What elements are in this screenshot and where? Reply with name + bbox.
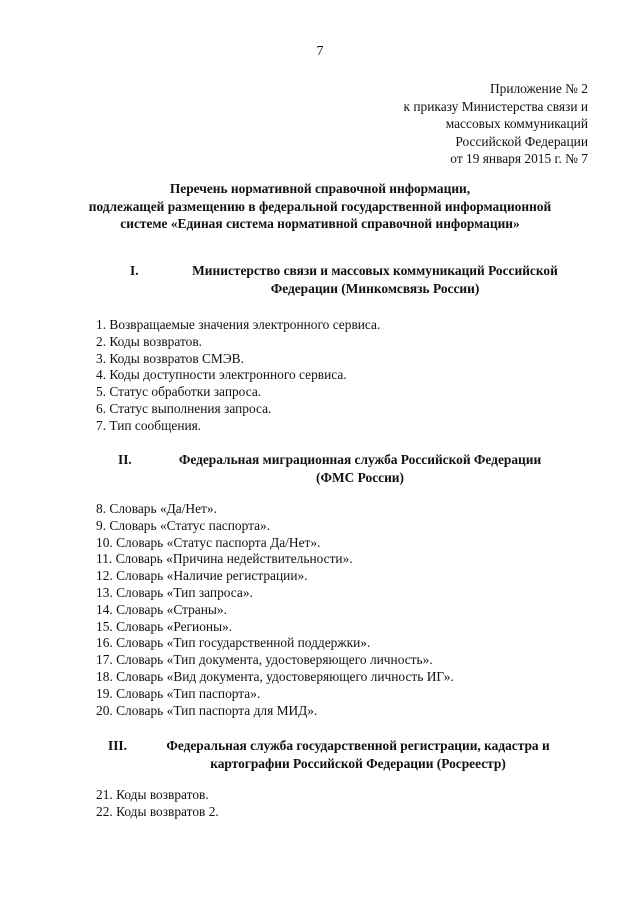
list-item: 7. Тип сообщения. [96, 417, 202, 433]
section-heading [0, 451, 640, 486]
appendix-line: массовых коммуникаций [445, 116, 588, 131]
section-number: II. [118, 452, 132, 467]
list-item: 10. Словарь «Статус паспорта Да/Нет». [96, 534, 321, 550]
item-list [96, 501, 454, 719]
appendix-reference [328, 80, 588, 168]
section-heading [0, 262, 640, 297]
list-item: 22. Коды возвратов 2. [96, 803, 219, 819]
section-number: I. [130, 263, 139, 278]
list-item: 16. Словарь «Тип государственной поддержки». [96, 635, 371, 651]
list-item: 14. Словарь «Страны». [96, 601, 227, 617]
list-item: 9. Словарь «Статус паспорта». [96, 517, 271, 533]
section-title [150, 451, 570, 486]
list-item: 2. Коды возвратов. [96, 333, 202, 349]
list-item: 1. Возвращаемые значения электронного сервиса. [96, 317, 381, 332]
section-fms [0, 451, 640, 718]
title-line: системе «Единая система нормативной справочной информации» [120, 216, 520, 231]
appendix-line: от 19 января 2015 г. № 7 [450, 151, 588, 166]
section-title [138, 737, 578, 772]
list-item: 13. Словарь «Тип запроса». [96, 584, 253, 600]
list-item: 12. Словарь «Наличие регистрации». [96, 568, 308, 584]
list-item: 8. Словарь «Да/Нет». [96, 501, 217, 516]
title-line: подлежащей размещению в федеральной государственной информационной [88, 198, 552, 214]
appendix-line: к приказу Министерства связи и [403, 98, 588, 114]
item-list [96, 317, 380, 435]
section-title-line: картографии Российской Федерации (Росреестр) [210, 755, 506, 771]
title-line: Перечень нормативной справочной информации, [169, 181, 471, 196]
section-rosreestr [0, 737, 640, 819]
section-title-line: Федеральная миграционная служба Российской Федерации [178, 452, 542, 467]
list-item: 3. Коды возвратов СМЭВ. [96, 350, 244, 366]
list-item: 20. Словарь «Тип паспорта для МИД». [96, 702, 318, 718]
list-item: 21. Коды возвратов. [96, 787, 209, 802]
document-title [52, 180, 588, 233]
list-item: 5. Статус обработки запроса. [96, 384, 262, 400]
item-list [96, 787, 219, 821]
section-title-line: (ФМС России) [316, 469, 404, 485]
appendix-line: Приложение № 2 [489, 81, 588, 96]
list-item: 18. Словарь «Вид документа, удостоверяющего личность ИГ». [96, 668, 454, 684]
appendix-line: Российской Федерации [455, 133, 588, 149]
list-item: 6. Статус выполнения запроса. [96, 400, 272, 416]
page-number: 7 [316, 44, 324, 59]
section-heading [0, 737, 640, 772]
section-number: III. [108, 738, 127, 753]
list-item: 11. Словарь «Причина недействительности». [96, 551, 353, 567]
section-title-line: Федеральная служба государственной регистрации, кадастра и [166, 738, 550, 753]
section-title [170, 262, 580, 297]
section-title-line: Федерации (Минкомсвязь России) [270, 280, 480, 296]
section-minkomsvyaz [0, 262, 640, 433]
section-title-line: Министерство связи и массовых коммуникаций Российской [192, 263, 558, 278]
list-item: 15. Словарь «Регионы». [96, 618, 233, 634]
list-item: 4. Коды доступности электронного сервиса. [96, 367, 347, 383]
list-item: 17. Словарь «Тип документа, удостоверяющего личность». [96, 652, 433, 668]
list-item: 19. Словарь «Тип паспорта». [96, 685, 261, 701]
